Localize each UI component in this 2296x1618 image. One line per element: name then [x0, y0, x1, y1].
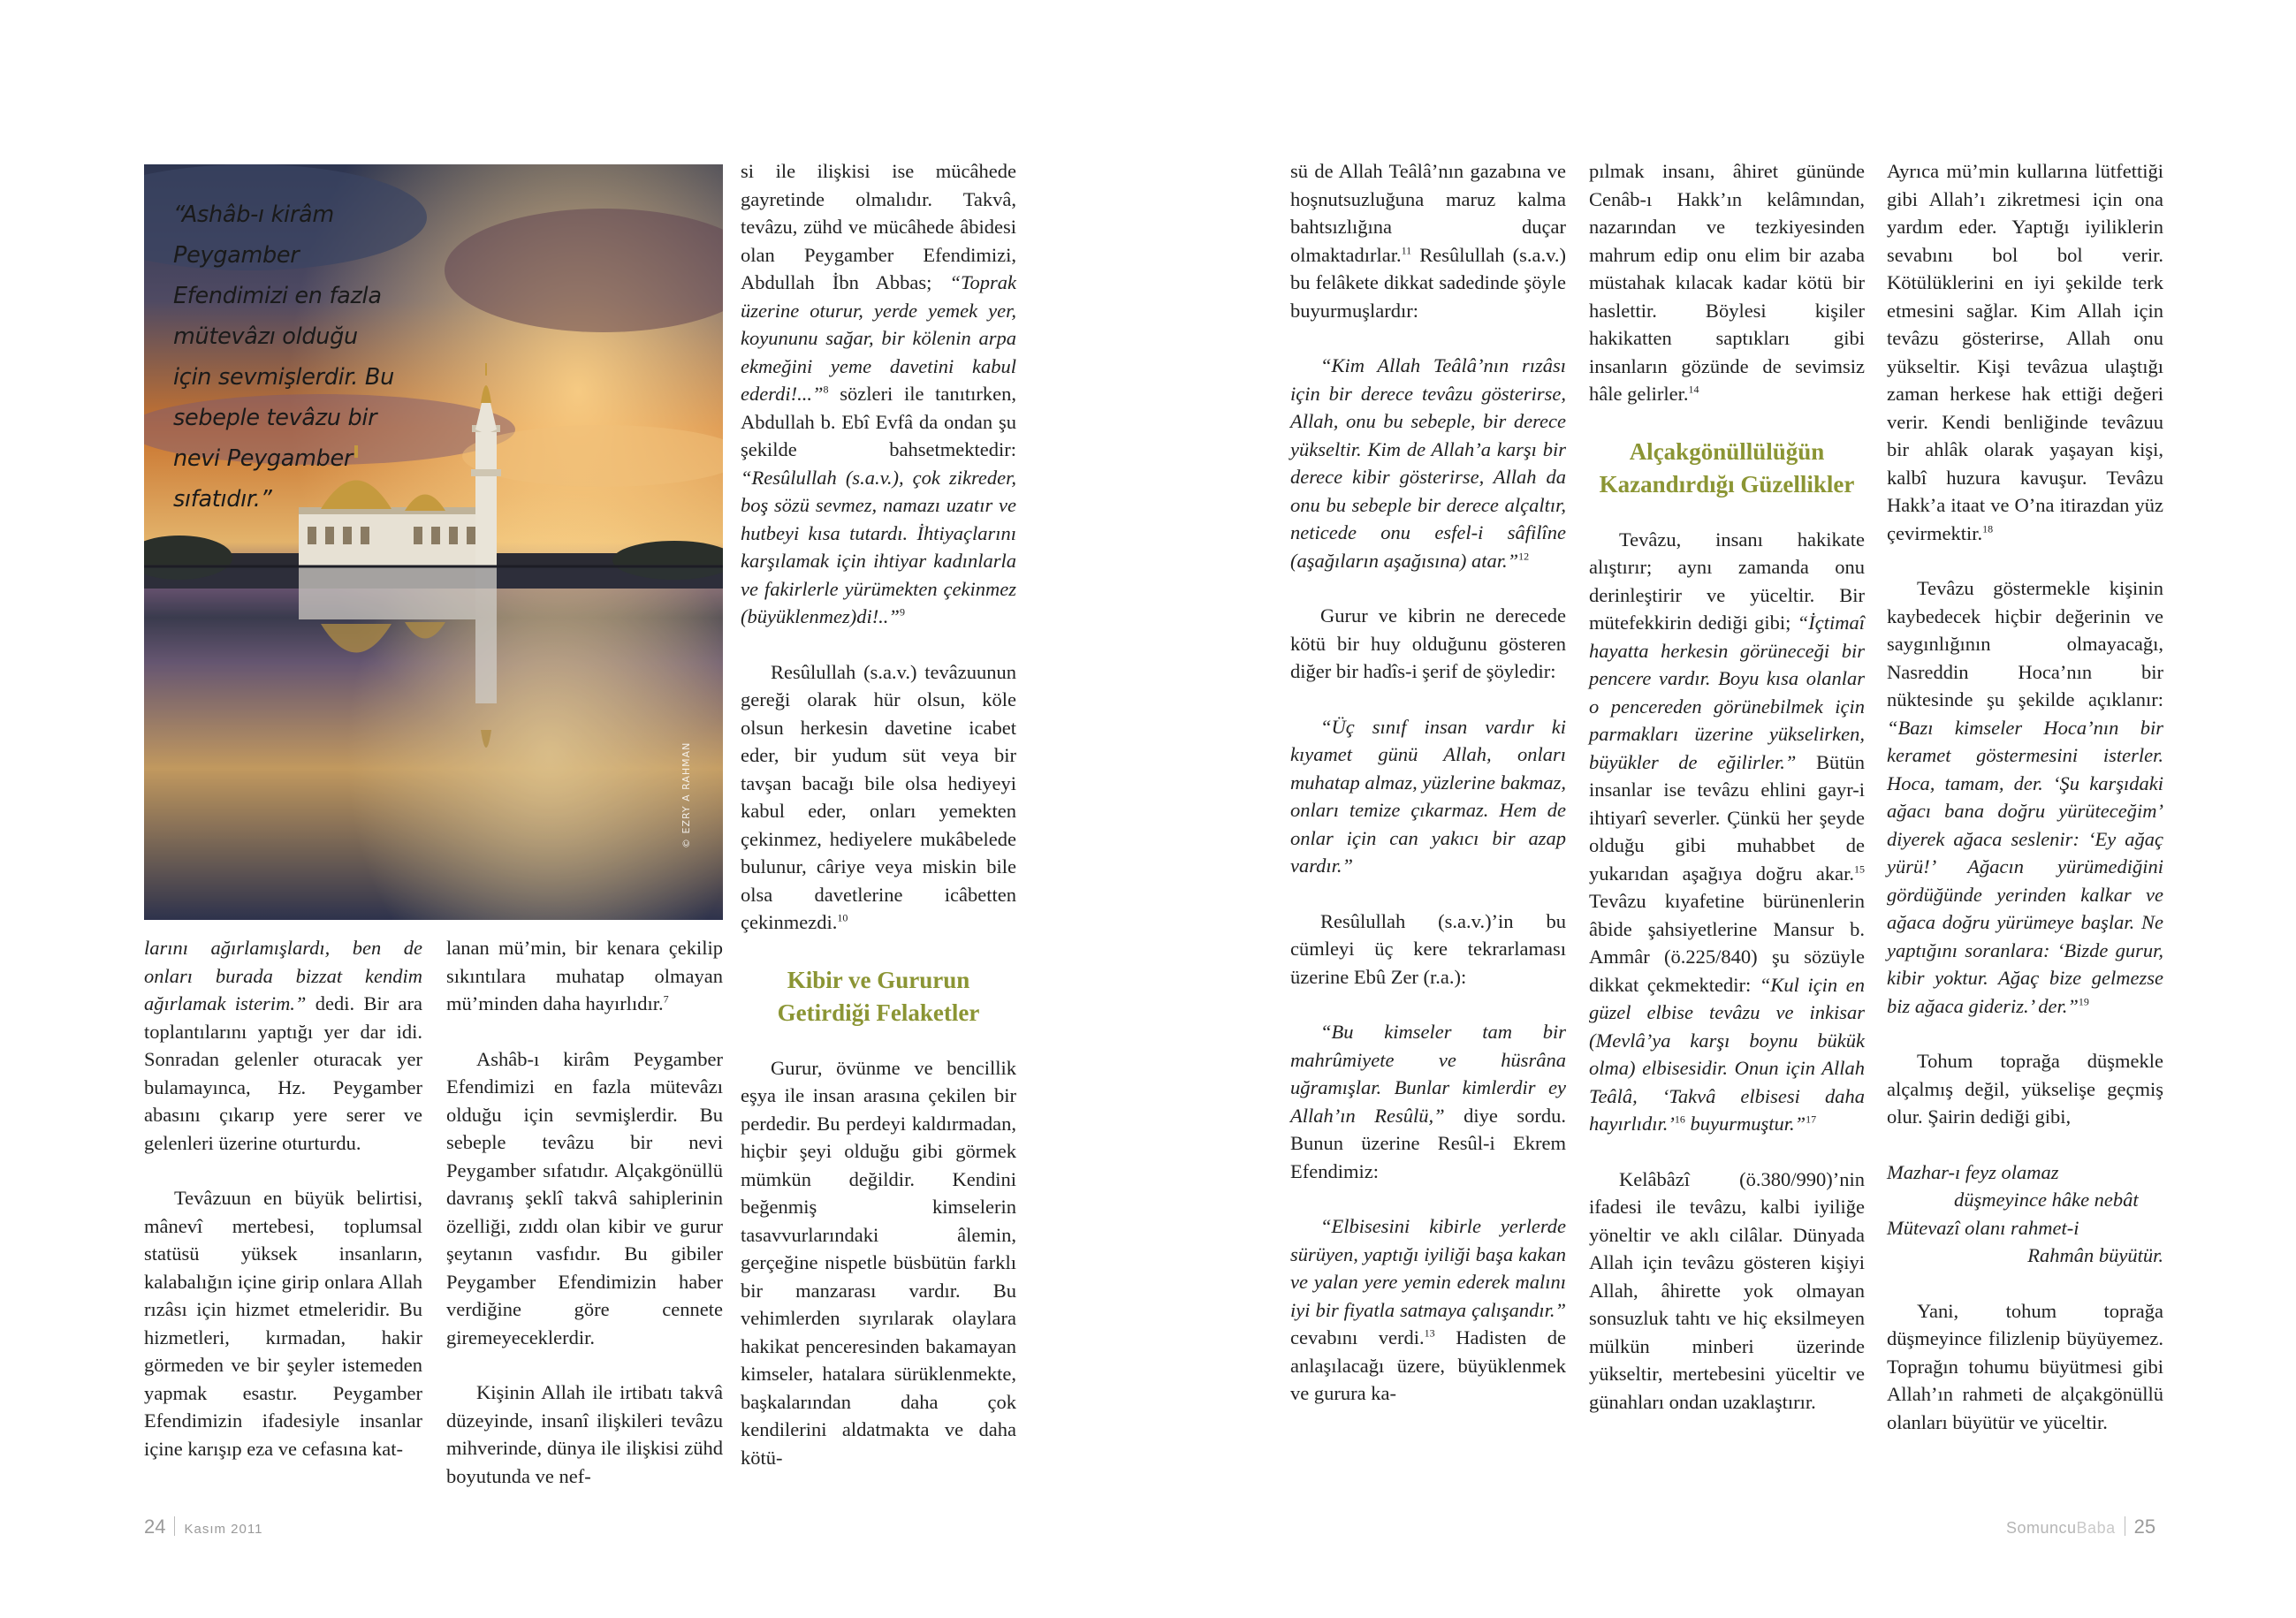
- footnote-ref: 7: [663, 992, 669, 1006]
- quote-paragraph: “Üç sınıf insan vardır ki kıyamet günü Allah, onları muhatap almaz, yüzlerine bakmaz, onları temize çıkarmaz. Hem de onlar için can yakıcı bir azap vardır.”: [1290, 715, 1566, 877]
- body-text: Resûlullah (s.a.v.) bu felâkete dikkat sadedinde şöyle buyurmuşlardır:: [1290, 243, 1566, 322]
- poem: [1887, 1158, 2163, 1270]
- brand-part: Baba: [2076, 1519, 2116, 1537]
- footnote-ref: 12: [1518, 550, 1530, 562]
- paragraph: Resûlullah (s.a.v.)’in bu cümleyi üç kere tekrarlaması üzerine Ebû Zer (r.a.):: [1290, 909, 1566, 988]
- quote-text: “Toprak üzerine oturur, yerde yemek yer, koyununu sağar, bir kölenin arpa ekmeğini yeme davetini kabul ederdi!...”: [741, 271, 1016, 405]
- left-footer: [144, 1515, 262, 1538]
- footnote-ref: 18: [1982, 522, 1994, 535]
- body-text: sözleri ile tanıtırken, Abdullah b. Ebî Evfâ da ondan şu şekilde bahsetmektedir:: [741, 383, 1016, 460]
- left-page-column-1: [144, 934, 422, 1490]
- page-number: 24: [144, 1515, 166, 1538]
- body-text: Bütün insanlar ise tevâzu ehlini gayr-i ihtiyarî severler. Çünkü her şeyde olduğu gibi muhabbet de yukarıdan aşağıya doğru akar.: [1589, 750, 1865, 885]
- quote-text: “Resûlullah (s.a.v.), çok zikreder, boş sözü sevmez, namazı uzatır ve hutbeyi kısa tutardı. İhtiyaçlarını karşılamak için ihtiyar kadınlarla ve fakirlerle yürümekten çekinmez (büyüklenmez)di!..”: [741, 466, 1016, 627]
- body-text: pılmak insanı, âhiret gününde Cenâb-ı Hakk’ın kelâmından, nazarından ve tezkiyesinden mahrum edip onu elim bir azaba müstahak kılacak kadar kötü bir haslettir. Böylesi kişiler hakikatten saptıkları gibi insanların gözünde de sevimsiz hâle gelirler.: [1589, 160, 1865, 405]
- poem-line: Mütevazî olanı rahmet-i: [1887, 1216, 2079, 1239]
- paragraph: Tevâzuun en büyük belirtisi, mânevî mertebesi, toplumsal statüsü yüksek insanların, kalabalığın içine girip onlara Allah rızâsı için hizmet etmeleridir. Bu hizmetleri, kırmadan, hakir görmeden ve bir şeyler istemeden yapmak esastır. Peygamber Efendimizin ifadesiyle insanlar içine karışıp eza ve cefasına kat-: [144, 1187, 422, 1460]
- section-heading: Kibir ve Gururun Getirdiği Felaketler: [777, 966, 980, 1026]
- quote-text: “Elbisesini kibirle yerlerde sürüyen, yaptığı iyiliği başa kakan ve yalan yere yemin ederek malını iyi bir fiyatla satmaya çalışandır.”: [1290, 1215, 1566, 1321]
- footer-divider: [174, 1516, 175, 1536]
- body-text: Hadisten de anlaşılacağı üzere, büyüklenmek ve gurura ka-: [1290, 1326, 1566, 1404]
- quote-text: larını ağırlamışlardı, ben de onları burada bizzat kendim ağırlamak isterim.”: [144, 937, 422, 1014]
- body-text: sü de Allah Teâlâ’nın gazabına ve hoşnutsuzluğuna maruz kalma bahtsızlığına duçar olmaktadırlar.: [1290, 160, 1566, 266]
- footnote-ref: 13: [1424, 1326, 1435, 1340]
- issue-date: Kasım 2011: [184, 1522, 263, 1537]
- quote-text: “Bazı kimseler Hoca’nın bir keramet göstermesini isterler. Hoca, tamam, der. ‘Şu karşıdaki ağacı bana doğru yürüteceğim’ diyerek ağaca seslenir: ‘Ey ağaç yürü!’ Ağacın yürümediğini gördüğünde yerinden kalkar ve ağaca doğru yürümeye başlar. Ne yaptığını soranlara: ‘Bizde gurur, kibir yoktur. Ağaç bize gelmezse biz ağaca gideriz.’ der.”: [1887, 716, 2163, 1017]
- section-heading: Alçakgönüllülüğün Kazandırdığı Güzellikler: [1599, 437, 1855, 498]
- body-text: si ile ilişkisi ise mücâhede gayretinde olmalıdır. Takvâ, tevâzu, zühd ve mücâhede âbidesi olan Peygamber Efendimizi, Abdullah İbn Abbas;: [741, 160, 1016, 293]
- left-page-column-2: [446, 934, 723, 1517]
- paragraph: Kelâbâzî (ö.380/990)’nin ifadesi ile tevâzu, kalbi iyiliğe yöneltir ve aklı cilâlar. Dünyada Allah için tevâzu gösteren kişiyi Allah, âhirette yok olmayan sonsuzluk tahtı ve hiç eksilmeyen mülkün minberi üzerinde yükseltir, mertebesini yüceltir ve günahları ondan uzaklaştırır.: [1589, 1167, 1865, 1413]
- right-footer: [2006, 1515, 2155, 1538]
- footnote-ref: 10: [837, 911, 848, 924]
- quote-text: “Kul için en güzel elbise tevâzu ve inkisar (Mevlâ’ya karşı boynu bükük olma) elbisesidir. Onun için Allah Teâlâ, ‘Takvâ elbisesi daha hayırlıdır.’: [1589, 973, 1865, 1135]
- quote-text: “Bu kimseler tam bir mahrûmiyete ve hüsrâna uğramışlar. Bunlar kimlerdir ey Allah’ın Resûlü,”: [1290, 1021, 1566, 1127]
- page-number: 25: [2133, 1515, 2156, 1538]
- brand-part: Somuncu: [2006, 1519, 2077, 1537]
- quote-text: “Kim Allah Teâlâ’nın rızâsı için bir derece tevâzu gösterirse, Allah, onu bu sebeple, bir derece yükseltir. Kim de Allah’a karşı bir derece kibir gösterirse, Allah da onu bu sebeple bir derece alçaltır, neticede onu esfel-i sâfilîne (aşağıların aşağısına) atar.”: [1290, 354, 1566, 572]
- body-text: Tevâzu, insanı hakikate alıştırır; aynı zamanda onu derinleştirir ve yüceltir. Bir mütefekkirin dediği gibi;: [1589, 528, 1865, 634]
- paragraph: Gurur, övünme ve bencillik eşya ile insan arasına çekilen bir perdedir. Bu perdeyi kaldırmadan, hiçbir şeyi olduğu gibi görmek mümkün değildir. Kendini beğenmiş kimselerin tasavvurlarındaki âlemin, gerçeğine nispetle büsbütün farklı bir manzarası vardır. Bu vehimlerden sıyrılarak olaylara hakikat penceresinden bakamayan kimseler, hatalara sürüklenmekte, başkalarından daha çok kendilerini aldatmakta ve daha kötü-: [741, 1056, 1016, 1469]
- footnote-ref: 15: [1854, 862, 1865, 875]
- paragraph: Tohum toprağa düşmekle alçalmış değil, yükselişe geçmiş olur. Şairin dediği gibi,: [1887, 1050, 2163, 1128]
- right-page-column-3: [1887, 157, 2163, 1463]
- footnote-ref: 9: [899, 605, 905, 619]
- quote-text: “İçtimaî hayatta herkesin görüneceği bir pencere vardır. Boyu kısa olanlar o pencereden görünebilmek için parmakları üzerine yükselirken, büyükler de eğilirler.”: [1589, 611, 1865, 773]
- right-page-column-1: [1290, 157, 1566, 1435]
- footnote-ref: 11: [1401, 244, 1412, 256]
- paragraph: Gurur ve kibrin ne derecede kötü bir huy olduğunu gösteren diğer bir hadîs-i şerif de şöyledir:: [1290, 604, 1566, 682]
- footnote-ref: 17: [1806, 1113, 1817, 1126]
- body-text: cevabını verdi.: [1290, 1326, 1425, 1348]
- paragraph: Ashâb-ı kirâm Peygamber Efendimizi en fazla mütevâzı olduğu için sevmişlerdir. Bu sebeple tevâzu bir nevi Peygamber sıfatıdır. Alçakgönüllü davranış şeklî takvâ sahiplerinin özelliği, zıddı olan kibir ve gurur şeytanın vasfıdır. Bu gibiler Peygamber Efendimizin haber verdiğine göre cennete giremeyeceklerdir.: [446, 1047, 723, 1348]
- footnote-ref: 14: [1688, 383, 1699, 396]
- left-page-column-3: [741, 157, 1016, 1499]
- paragraph: lanan mü’min, bir kenara çekilip sıkıntılara muhatap olmayan mü’minden daha hayırlıdır.: [446, 937, 723, 1014]
- paragraph: Yani, tohum toprağa düşmeyince filizlenip büyüyemez. Toprağın tohumu büyütmesi gibi Allah’ın rahmeti de alçakgönüllü olanları büyütür ve yüceltir.: [1887, 1299, 2163, 1433]
- magazine-brand: [2006, 1519, 2116, 1537]
- paragraph: Kişinin Allah ile irtibatı takvâ düzeyinde, insanî ilişkileri tevâzu mihverinde, dünya ile ilişkisi zühd boyutunda ve nef-: [446, 1381, 723, 1487]
- body-text: Ayrıca mü’min kullarına lütfettiği gibi Allah’ı zikretmesi için ona yardım eder. Yaptığı iyiliklerin sevabını bol bol verir. Kötülüklerini en iyi şekilde terk etmesini sağlar. Kim Allah için tevâzu gösterirse, Allah onu yükseltir. Kişi tevâzua ulaştığı zaman herkese hak ettiği değeri verir. Kendi benliğinde tevâzuu bir ahlâk olarak yaşayan kişi, kalbî huzura kavuşur. Tevâzu Hakk’a itaat ve O’na itirazdan yüz çevirmektir.: [1887, 160, 2163, 544]
- footnote-ref: 16: [1674, 1113, 1685, 1126]
- poem-line: Rahmân büyütür.: [2027, 1244, 2163, 1266]
- body-text: dedi. Bir ara toplantılarını yaptığı yer dar idi. Sonradan gelenler oturacak yer bulamayınca, Hz. Peygamber abasını çıkarıp yere serer ve gelenleri üzerine oturturdu.: [144, 992, 422, 1154]
- footnote-ref: 8: [823, 383, 829, 396]
- poem-line: Mazhar-ı feyz olamaz: [1887, 1160, 2059, 1183]
- photo-credit: © EZRY A RAHMAN: [680, 741, 692, 848]
- poem-line: düşmeyince hâke nebât: [1954, 1189, 2139, 1211]
- body-text: diye sordu. Bunun üzerine Resûl-i Ekrem Efendimiz:: [1290, 1104, 1566, 1182]
- quote-text: buyurmuştur.”: [1684, 1113, 1806, 1135]
- pull-quote: “Ashâb-ı kirâm Peygamber Efendimizi en fazla mütevâzı olduğu için sevmişlerdir. Bu sebeple tevâzu bir nevi Peygamber sıfatıdır.”: [173, 201, 394, 513]
- body-text: Tevâzu kıyafetine bürünenlerin âbide şahsiyetlerine Mansur b. Ammâr (ö.225/840) şu sözüyle dikkat çekmektedir:: [1589, 890, 1865, 996]
- footnote-ref: 19: [2078, 995, 2089, 1007]
- right-page-column-2: [1589, 157, 1865, 1443]
- paragraph: Resûlullah (s.a.v.) tevâzuunun gereği olarak hür olsun, köle olsun herkesin davetine icabet eder, bir yudum süt veya bir tavşan bacağı bile olsa hediyeyi kabul eder, onları yemekten çekinmez, hediyelere mukâbelede bulunur, câriye veya miskin bile olsa davetlerine icâbetten çekinmezdi.: [741, 660, 1016, 933]
- body-text: Tevâzu göstermekle kişinin kaybedecek hiçbir değerinin ve saygınlığının olmayacağı, Nasreddin Hoca’nın bir nüktesinde şu şekilde açıklanır:: [1887, 577, 2163, 710]
